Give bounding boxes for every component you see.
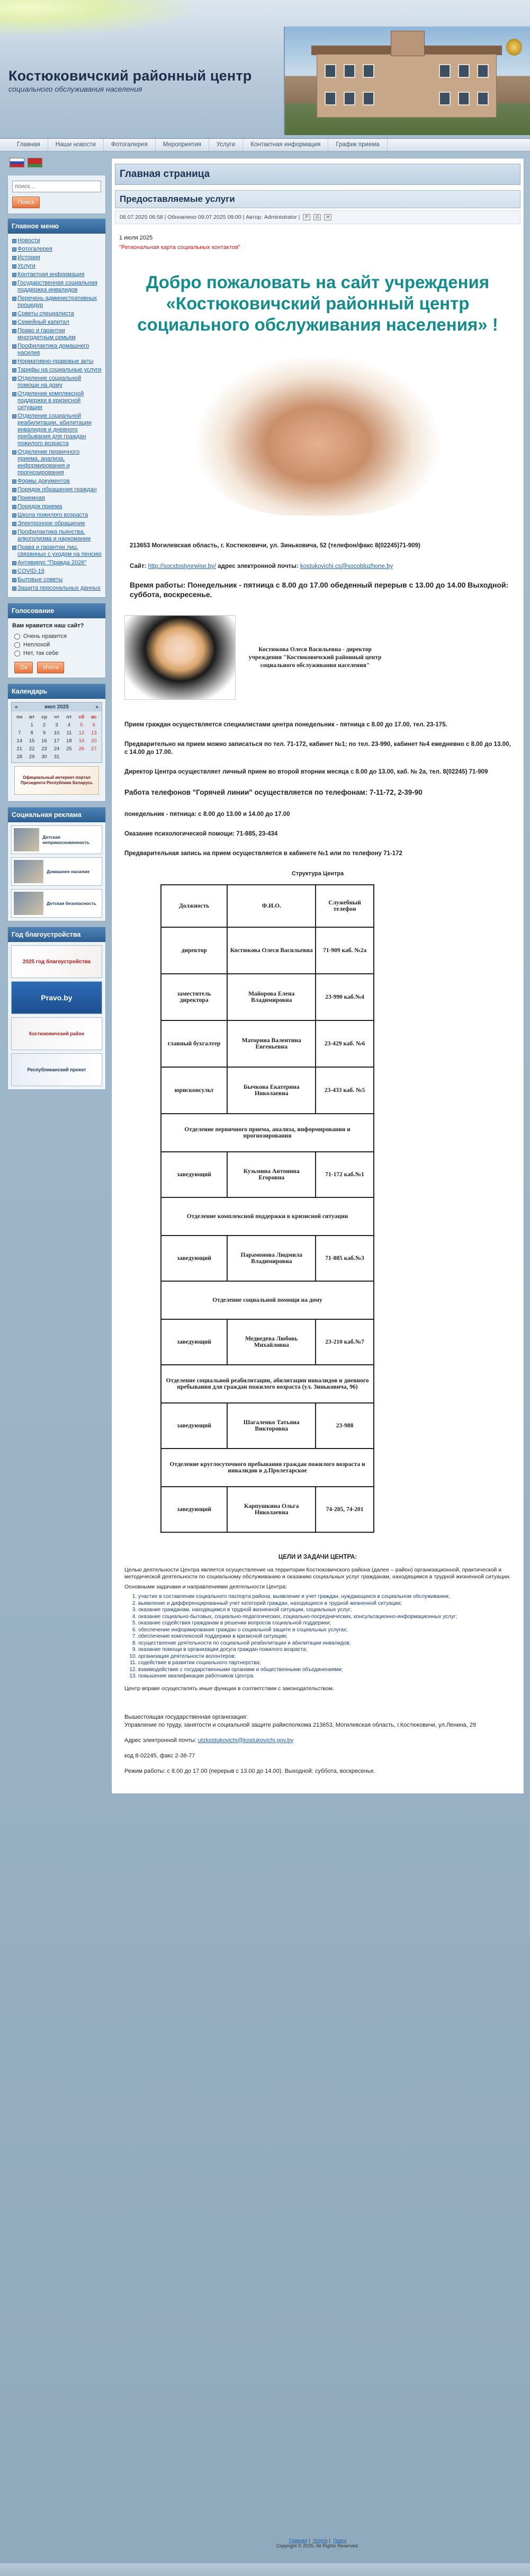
menu-item[interactable]: Семейный капитал (11, 318, 102, 327)
calendar-date[interactable]: 9 (42, 730, 46, 736)
president-banner[interactable] (14, 766, 99, 795)
poll-option[interactable] (14, 642, 101, 648)
social-ads-block (7, 807, 106, 921)
calendar-date[interactable]: 25 (66, 746, 72, 752)
table-row (161, 1319, 374, 1365)
calendar-date[interactable]: 14 (16, 738, 22, 744)
table-cell: 23-210 каб.№7 (316, 1319, 374, 1365)
print-icon[interactable]: ⎙ (313, 214, 321, 220)
menu-item[interactable]: Отделение первичного приема, анализа, информирования и прогнозирования (11, 448, 102, 477)
nav-services[interactable]: Услуги (209, 139, 243, 151)
goals-list (138, 1594, 511, 1680)
bottom-strip (0, 2563, 530, 2576)
site-label: Сайт: (130, 563, 147, 570)
calendar-month: июл 2025 (44, 704, 69, 710)
info-paragraph: Оказание психологической помощи: 71-885, 23-434 (124, 831, 278, 837)
calendar-date[interactable]: 8 (30, 730, 33, 736)
nav-events[interactable]: Мероприятия (156, 139, 209, 151)
goals-paragraph: Центр вправе осуществлять иные функции в соответствии с законодательством. (124, 1685, 334, 1692)
flag-by-icon[interactable] (28, 158, 42, 167)
calendar-date[interactable]: 1 (30, 722, 33, 728)
goal-item: 1. участие в составлении социального паспорта района, выявление и учет граждан, нуждающихся в социальном обслуживании; (138, 1594, 511, 1601)
site-line (130, 563, 516, 571)
menu-item[interactable]: COVID-19 (11, 567, 102, 576)
calendar-date[interactable]: 12 (78, 730, 85, 736)
hotline-paragraph: Работа телефонов "Горячей линии" осуществляется по телефонам: 7-11-72, 2-39-90 (124, 788, 423, 796)
poll-vote-button[interactable]: Ок (14, 662, 33, 673)
goals-title: ЦЕЛИ И ЗАДАЧИ ЦЕНТРА: (278, 1554, 357, 1560)
article-meta (115, 210, 520, 224)
email-icon[interactable]: ✉ (324, 214, 331, 220)
top-nav (0, 139, 530, 152)
menu-item[interactable]: Порядок приема (11, 503, 102, 511)
table-header-row (161, 885, 374, 927)
poll-option[interactable] (14, 650, 101, 656)
phone-codes: код 8-02245, факс 2-38-77 (124, 1752, 195, 1759)
email2-label: Адрес электронной почты: (124, 1737, 196, 1744)
calendar-date[interactable]: 20 (91, 738, 97, 744)
calendar-date[interactable]: 18 (66, 738, 72, 744)
table-cell: Карпушкина Ольга Николаевна (227, 1487, 316, 1532)
goal-item: 7. обеспечение комплексной поддержки в кризисной ситуации; (138, 1633, 511, 1640)
year-title: Год благоустройства (8, 927, 105, 942)
info-paragraph: Предварительно на прием можно записаться по тел. 71-172, кабинет №1; по тел. 23-990, кабинет №4 ежедневно с 8.00 до 13.00, с 14.00 до 17.00. (124, 741, 511, 756)
table-cell: Шагаленко Татьяна Викторовна (227, 1403, 316, 1449)
menu-item[interactable]: Профилактика домашнего насилия (11, 342, 102, 358)
social-ad-image (14, 828, 39, 851)
info-paragraph: Прием граждан осуществляется специалистами центра понедельник - пятница с 8.00 до 17.00, тел. 23-175. (124, 722, 447, 728)
calendar-date[interactable]: 11 (66, 730, 72, 736)
table-cell: 71-172 каб.№1 (316, 1152, 374, 1197)
table-header-cell: Служебный телефон (316, 885, 374, 927)
menu-item[interactable]: Бытовые советы (11, 576, 102, 584)
table-cell: юрисконсульт (161, 1067, 227, 1114)
work-schedule: Режим работы: с 8.00 до 17.00 (перерыв с 13.00 до 14.00). Выходной: суббота, воскресенье. (124, 1767, 375, 1774)
social-ad-image (14, 860, 43, 883)
email-link[interactable]: kostukovichi.cs@socobluzhone.by (300, 563, 393, 570)
department-title: Отделение комплексной поддержки в кризисной ситуации (161, 1197, 374, 1236)
project-banner[interactable] (11, 1053, 102, 1086)
site-footer: Главная | Услуги | Поиск Copyright © 2025. All Rights Reserved. (111, 2538, 524, 2548)
calendar-date[interactable] (13, 721, 25, 729)
calendar-weekday: вс (91, 714, 97, 720)
article-meta-text: 08.07.2025 06:58 | Обновлено 09.07.2025 09:00 | Автор: Administrator | (120, 214, 300, 220)
year-banner-text: 2025 год благоустройства (22, 958, 91, 965)
table-cell: заведующий (161, 1319, 227, 1365)
menu-item[interactable]: Права и гарантии лиц, связанных с уходом на пенсию (11, 544, 102, 559)
goals-paragraph: Основными задачами и направлениями деятельности Центра: (124, 1584, 287, 1590)
calendar-date[interactable] (63, 753, 75, 761)
goal-item: 4. оказание социально-бытовых, социально-педагогических, социально-посреднических, консультационно-информационных услуг; (138, 1614, 511, 1621)
info-paragraph: Директор Центра осуществляет личный прием во второй вторник месяца с 8.00 до 13.00, каб. № 2а, тел. 8(02245) 71-909 (124, 769, 488, 775)
menu-item[interactable]: Перечень административных процедур (11, 295, 102, 310)
year-banner[interactable] (11, 945, 102, 978)
nav-news[interactable]: Наши новости (48, 139, 104, 151)
calendar-date[interactable]: 10 (53, 730, 60, 736)
calendar-date[interactable]: 26 (78, 746, 85, 752)
menu-item[interactable]: Тарифы на социальные услуги (11, 366, 102, 375)
goal-item: 6. обеспечение информирования граждан о социальной защите и социальных услугах; (138, 1627, 511, 1634)
table-title: Структура Центра (291, 870, 344, 877)
poll-option-label: Неплохой (23, 642, 50, 648)
table-row (161, 1403, 374, 1449)
table-cell: заведующий (161, 1236, 227, 1281)
next-month-icon[interactable]: » (95, 704, 98, 710)
red-note-link[interactable]: "Региональная карта социальных контактов" (119, 244, 240, 251)
calendar-date[interactable]: 16 (41, 738, 47, 744)
staff-table (160, 884, 374, 1533)
goal-item: 11. содействие в развитии социального партнерства; (138, 1660, 511, 1667)
calendar-date[interactable]: 17 (53, 738, 60, 744)
table-cell: директор (161, 927, 227, 974)
department-title: Отделение социальной реабилитации, абилитации инвалидов и дневного пребывания для граждан пожилого возраста (ул. Зиньковича, 96) (161, 1365, 374, 1403)
calendar-date[interactable]: 4 (67, 722, 71, 728)
menu-item[interactable]: Электронное обращение (11, 520, 102, 528)
table-cell: Бычкова Екатерина Николаевна (227, 1067, 316, 1114)
calendar-block (7, 683, 106, 802)
department-row (161, 1197, 374, 1236)
calendar-date[interactable]: 29 (29, 754, 35, 760)
radio-icon[interactable] (14, 634, 20, 639)
footer-link[interactable]: Главная (289, 2538, 307, 2543)
menu-item[interactable]: Приемная (11, 494, 102, 503)
nav-home[interactable]: Главная (10, 139, 48, 151)
poll-title: Голосование (8, 603, 105, 618)
menu-item[interactable]: Фотогалерея (11, 245, 102, 254)
coat-of-arms-icon (506, 39, 522, 56)
table-cell: Майорова Елена Владимировна (227, 974, 316, 1020)
poll-option[interactable] (14, 633, 101, 639)
table-row (161, 1152, 374, 1197)
table-header-cell: Ф.И.О. (227, 885, 316, 927)
founder-label: Вышестоящая государственная организация: (124, 1713, 248, 1720)
goals-section (124, 1554, 511, 1692)
department-row (161, 1281, 374, 1319)
poll-option-label: Нет, так себе (23, 650, 59, 656)
article-date: 1 июля 2025 (119, 235, 153, 241)
social-ads-title: Социальная реклама (8, 807, 105, 822)
email2-link[interactable]: utzkostukovichi@kostukovichi.gov.by (197, 1737, 294, 1744)
social-ad-text: Домашнее насилие (47, 869, 90, 874)
article-title[interactable]: Предоставляемые услуги (115, 190, 520, 208)
goal-item: 5. оказание содействия гражданам в решении вопросов социальной поддержки; (138, 1620, 511, 1627)
table-row (161, 1236, 374, 1281)
calendar-date[interactable]: 28 (16, 754, 22, 760)
search-input[interactable] (12, 181, 101, 192)
calendar-date[interactable]: 31 (53, 754, 60, 760)
working-hours: Время работы: Понедельник - пятница с 8.00 до 17.00 обеденный перерыв с 13.00 до 14.00 Выходной: суббота, воскресенье. (130, 581, 509, 599)
calendar (11, 702, 102, 763)
calendar-date[interactable]: 19 (78, 738, 85, 744)
table-cell: 71-885 каб.№3 (316, 1236, 374, 1281)
table-row (161, 1020, 374, 1067)
address: 213653 Могилевская область, г. Костюковичи, ул. Зиньковича, 52 (телефон/факс 8(02245)71-909) (130, 543, 420, 549)
calendar-date[interactable]: 27 (91, 746, 97, 752)
founder-text: Управление по труду, занятости и социальной защите райисполкома 213653, Могилевская область, г.Костюковичи, ул.Ленина, 29 (124, 1721, 477, 1728)
email-label: адрес электронной почты: (218, 563, 299, 570)
calendar-date[interactable]: 6 (92, 722, 95, 728)
poll-results-button[interactable]: Итоги (37, 662, 64, 673)
search-box (7, 175, 106, 214)
nav-gallery[interactable]: Фотогалерея (104, 139, 156, 151)
menu-item[interactable]: Контактная информация (11, 271, 102, 279)
banner-text: Официальный интернет-портал Президента Республики Беларусь (20, 775, 93, 785)
social-ad[interactable] (11, 825, 102, 854)
language-switcher (7, 158, 106, 173)
article-body (112, 226, 524, 1793)
menu-item[interactable]: Советы специалиста (11, 310, 102, 318)
main-content (111, 158, 524, 1794)
social-ad[interactable] (11, 857, 102, 886)
menu-item[interactable]: Школа пожилого возраста (11, 511, 102, 520)
menu-item[interactable]: История (11, 254, 102, 262)
calendar-date[interactable]: 13 (91, 730, 97, 736)
footer-link[interactable]: Поиск (333, 2538, 347, 2543)
calendar-weekday: чт (53, 714, 60, 720)
main-menu-title: Главное меню (8, 219, 105, 234)
flag-ru-icon[interactable] (10, 158, 24, 167)
table-cell: 74-205, 74-201 (316, 1487, 374, 1532)
table-cell: Маторина Валентина Евгеньевна (227, 1020, 316, 1067)
department-title: Отделение социальной помощи на дому (161, 1281, 374, 1319)
calendar-date[interactable]: 24 (53, 746, 60, 752)
calendar-date[interactable]: 3 (55, 722, 58, 728)
social-ad[interactable] (11, 889, 102, 918)
table-header-cell: Должность (161, 885, 227, 927)
social-ad-text: Детская неприкосновенность (42, 834, 90, 845)
menu-item[interactable]: Порядок обращения граждан (11, 486, 102, 494)
site-header (0, 0, 530, 139)
table-cell: Медведева Любовь Михайловна (227, 1319, 316, 1365)
calendar-date[interactable] (75, 753, 87, 761)
project-banner-text: Республиканский проект (27, 1067, 86, 1072)
table-row (161, 1067, 374, 1114)
table-cell: Парамонова Людмила Владимировна (227, 1236, 316, 1281)
calendar-weekday: ср (41, 714, 48, 720)
menu-item[interactable]: Государственная социальная поддержка инвалидов (11, 279, 102, 295)
calendar-date[interactable]: 23 (41, 746, 47, 752)
menu-item[interactable]: Услуги (11, 262, 102, 271)
goal-item: 8. осуществление деятельности по социальной реабилитации и абилитации инвалидов; (138, 1640, 511, 1647)
menu-item[interactable]: Новости (11, 237, 102, 245)
table-cell: Кузьмина Антонина Егоровна (227, 1152, 316, 1197)
table-cell: Костюкова Олеся Васильевна (227, 927, 316, 974)
goal-item: 3. оказание гражданам, находящимся в трудной жизненной ситуации, социальных услуг; (138, 1607, 511, 1614)
table-cell: 23-990 каб.№4 (316, 974, 374, 1020)
building-photo (284, 26, 530, 135)
table-row (161, 1487, 374, 1532)
district-banner-text: Костюковичский район (29, 1031, 85, 1036)
calendar-date[interactable] (88, 753, 100, 761)
director-block (124, 615, 511, 700)
table-cell: 71-909 каб. №2а (316, 927, 374, 974)
menu-item[interactable]: Защита персональных данных (11, 584, 102, 593)
department-title: Отделение круглосуточного пребывания граждан пожилого возраста и инвалидов в д.Пролетарское (161, 1449, 374, 1487)
year-block (7, 927, 106, 1090)
menu-item[interactable]: Право и гарантии многодетным семьям (11, 327, 102, 342)
menu-item[interactable]: Отделение социальной помощи на дому (11, 375, 102, 390)
table-cell: главный бухгалтер (161, 1020, 227, 1067)
page-title: Главная страница (115, 164, 520, 185)
director-caption: Костюкова Олеся Васильевна - директор учреждения "Костюковичский районный центр социального обслуживания населения" (248, 646, 382, 669)
radio-icon[interactable] (14, 651, 20, 656)
calendar-date[interactable]: 30 (41, 754, 47, 760)
header-glow (0, 0, 201, 37)
info-paragraph: понедельник - пятница: с 8.00 до 13.00 и 14.00 до 17.00 (124, 811, 290, 818)
department-row (161, 1114, 374, 1152)
department-row (161, 1365, 374, 1403)
sidebar (7, 158, 106, 1095)
menu-item[interactable]: Отделение социальной реабилитации, абилитации инвалидов и дневного пребывания для граждан пожилого возраста (11, 412, 102, 448)
footer-link[interactable]: Услуги (312, 2538, 328, 2543)
table-cell: заведующий (161, 1152, 227, 1197)
prev-month-icon[interactable]: « (15, 704, 18, 710)
calendar-weekday: пн (16, 714, 23, 720)
calendar-date[interactable]: 21 (16, 746, 22, 752)
search-button[interactable]: Поиск (12, 197, 40, 208)
goal-item: 12. взаимодействие с государственными органами и общественными объединениями; (138, 1667, 511, 1674)
menu-item[interactable]: Антивирус "Правда 2026" (11, 559, 102, 567)
table-cell: 23-429 каб. №6 (316, 1020, 374, 1067)
calendar-date[interactable]: 22 (29, 746, 35, 752)
menu-item[interactable]: Отделение комплексной поддержки в кризисной ситуации (11, 390, 102, 412)
main-menu (8, 234, 105, 597)
calendar-date[interactable]: 2 (42, 722, 46, 728)
poll-block (7, 603, 106, 678)
calendar-title: Календарь (8, 684, 105, 699)
menu-item[interactable]: Формы документов (11, 477, 102, 486)
table-row (161, 927, 374, 974)
calendar-weekday: пт (66, 714, 72, 720)
hands-image (196, 357, 439, 516)
goal-item: 9. оказание помощи в организации досуга граждан пожилого возраста; (138, 1647, 511, 1654)
main-menu-block (7, 218, 106, 598)
calendar-weekday: вт (29, 714, 35, 720)
menu-item[interactable]: Нормативно-правовые акты (11, 358, 102, 366)
table-row (161, 974, 374, 1020)
nav-schedule[interactable]: График приема (328, 139, 387, 151)
calendar-weekday: сб (78, 714, 85, 720)
goal-item: 10. организация деятельности волонтеров; (138, 1654, 511, 1660)
menu-item[interactable]: Профилактика пьянства, алкоголизма и наркомании (11, 528, 102, 544)
organization-info (124, 1713, 511, 1775)
nav-contacts[interactable]: Контактная информация (243, 139, 328, 151)
table-cell: 23-433 каб. №5 (316, 1067, 374, 1114)
pravo-banner[interactable] (11, 981, 102, 1014)
table-cell: 23-988 (316, 1403, 374, 1449)
info-paragraph: Предварительная запись на прием осуществляется в кабинете №1 или по телефону 71-172 (124, 850, 402, 857)
goal-item: 13. повышение квалификации работников Центра. (138, 1673, 511, 1680)
poll-question: Вам нравится наш сайт? (12, 623, 84, 629)
goals-paragraph: Целью деятельности Центра является осуществление на территории Костюковичского района (далее – район) организационной, практической и методической деятельности по социальному обслуживанию и оказанию социальных услуг гражданам, находящимся в трудной жизненной ситуации. (124, 1567, 511, 1580)
director-photo (124, 615, 236, 700)
department-row (161, 1449, 374, 1487)
calendar-date[interactable]: 7 (18, 730, 21, 736)
calendar-date[interactable]: 15 (29, 738, 35, 744)
pdf-icon[interactable]: P (303, 214, 310, 220)
calendar-date[interactable]: 5 (80, 722, 83, 728)
goal-item: 2. выявление и дифференцированный учет категорий граждан, находящихся в трудной жизненной ситуации; (138, 1601, 511, 1607)
radio-icon[interactable] (14, 642, 20, 648)
copyright: Copyright © 2025. All Rights Reserved. (276, 2543, 360, 2548)
department-title: Отделение первичного приема, анализа, информирования и прогнозирования (161, 1114, 374, 1152)
social-ad-text: Детская безопасность (47, 901, 96, 906)
social-ad-image (14, 892, 43, 915)
pravo-banner-text: Pravo.by (41, 993, 73, 1002)
site-title: Костюковичский районный центр (8, 68, 252, 84)
district-banner[interactable] (11, 1017, 102, 1050)
table-cell: заведующий (161, 1403, 227, 1449)
welcome-heading: Добро пожаловать на сайт учреждения «Костюковичский районный центр социального обслуживания населения» ! (137, 272, 498, 334)
site-subtitle: социального обслуживания населения (8, 85, 142, 93)
site-link[interactable]: http://socstostyorwise.by/ (148, 563, 217, 570)
table-cell: заместитель директора (161, 974, 227, 1020)
poll-option-label: Очень нравится (23, 633, 67, 639)
table-cell: заведующий (161, 1487, 227, 1532)
